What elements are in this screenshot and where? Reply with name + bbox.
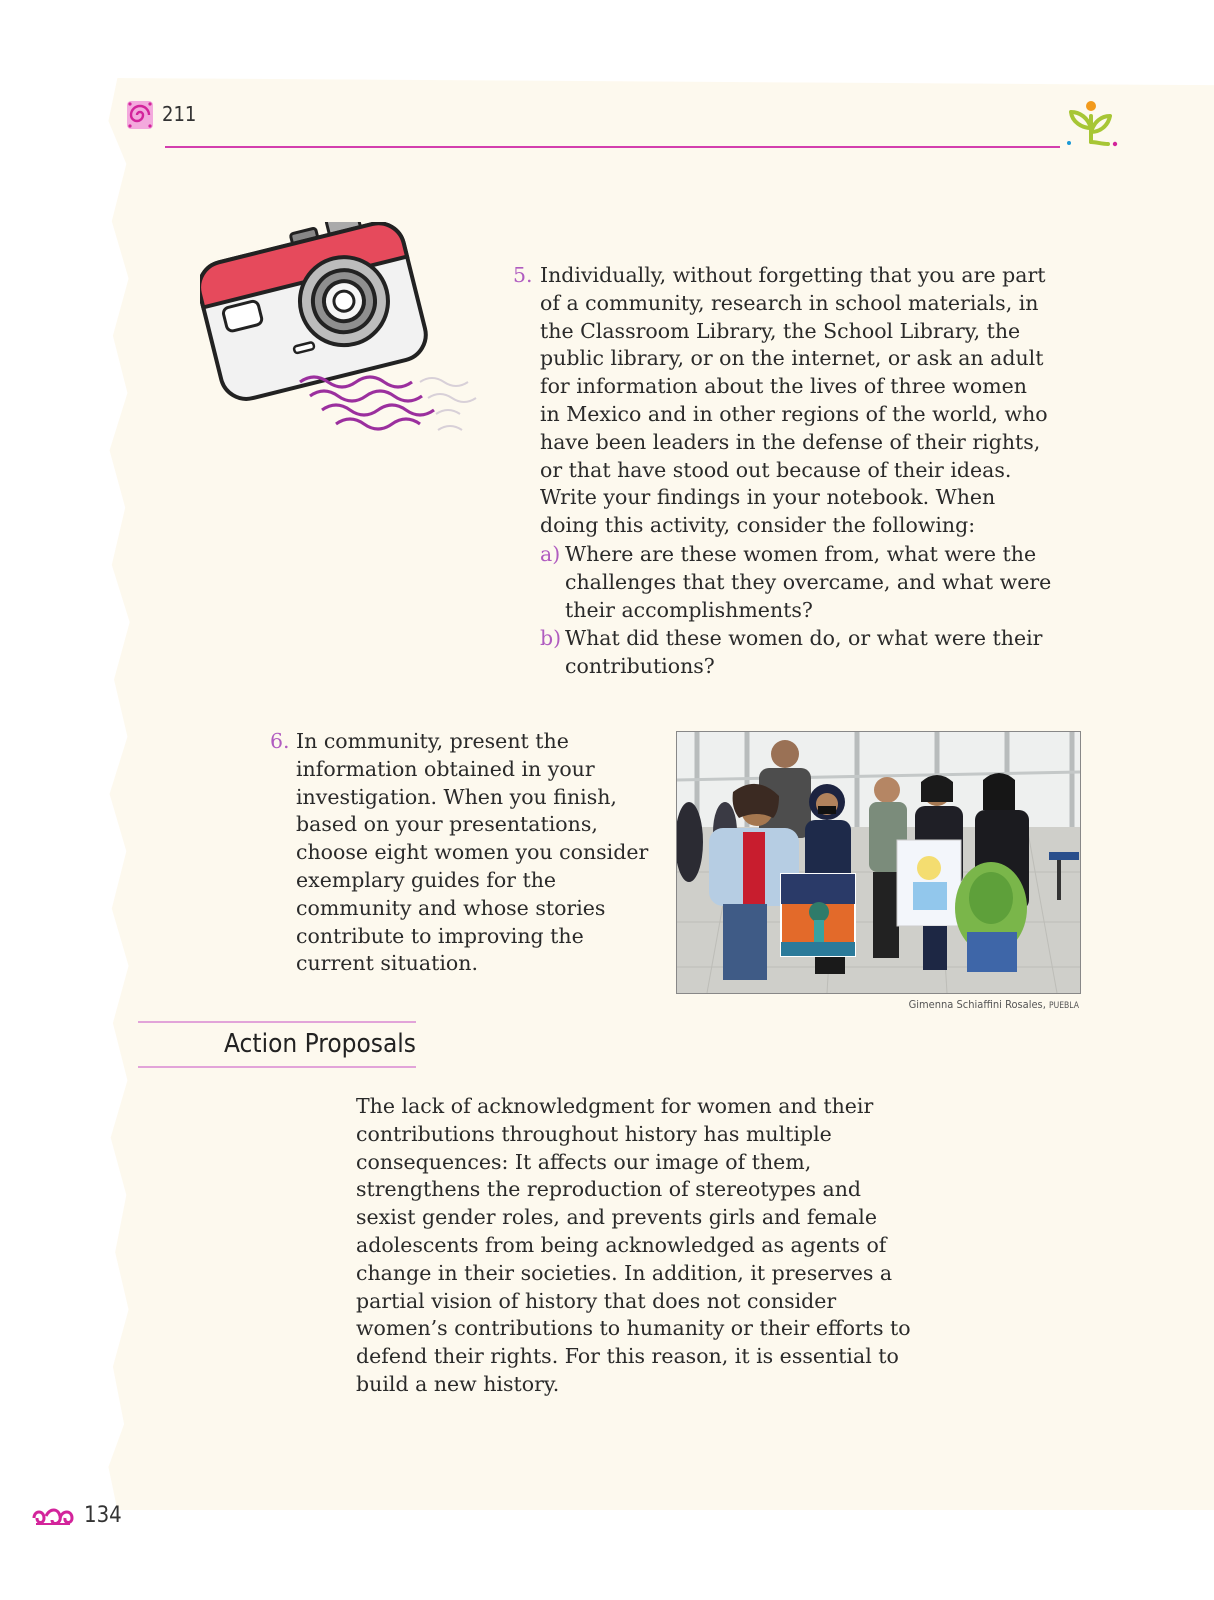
activity-5-item-a	[540, 541, 1053, 624]
section-heading: Action Proposals	[224, 1029, 416, 1059]
activity-5-item-b	[540, 625, 1053, 681]
activity-5-number: 5.	[513, 263, 533, 287]
activity-6-text: In community, present the information obtained in your investigation. When you finish, based on your presentations, choose eight women you consider exemplary guides for the community and whose stories contribute to improving the current situation.	[296, 729, 649, 976]
activity-6-number: 6.	[270, 729, 290, 753]
header-page-number: 211	[162, 102, 197, 126]
section-rule-bottom	[138, 1066, 416, 1068]
item-a-label: a)	[540, 541, 561, 566]
section-rule-top	[138, 1021, 416, 1023]
photo-credit-place: PUEBLA	[1049, 1001, 1079, 1011]
activity-5-text: Individually, without forgetting that you are part of a community, research in school materials, in the Classroom Library, the School Library, the public library, or on the internet, or ask an adult for information about the lives of three women in Mexico and in other regions of the world, who have been leaders in the defense of their rights, or that have stood out because of their ideas. Write your findings in your notebook. When doing this activity, consider the following:	[540, 263, 1048, 538]
item-a-text: Where are these women from, what were the challenges that they overcame, and what were their accomplishments?	[565, 541, 1052, 622]
section-body-text: The lack of acknowledgment for women and their contributions throughout history has multiple consequences: It affects our image of them, strengthens the reproduction of stereotypes and sexist gender roles, and prevents girls and female adolescents from being acknowledged as agents of change in their societies. In addition, it preserves a partial vision of history that does not consider women’s contributions to humanity or their efforts to defend their rights. For this reason, it is essential to build a new history.	[356, 1094, 911, 1396]
photo-credit-name: Gimenna Schiaffini Rosales,	[908, 998, 1046, 1011]
activity-5	[513, 262, 1053, 681]
spiral-ornament-icon	[126, 100, 154, 130]
activity-6	[270, 728, 660, 978]
footer-ornament-icon	[30, 1504, 76, 1530]
header-rule	[165, 146, 1060, 148]
footer-page-number: 134	[84, 1503, 122, 1528]
item-b-label: b)	[540, 626, 562, 651]
camera-illustration	[200, 222, 490, 444]
students-photo	[676, 731, 1081, 994]
photo-credit	[909, 998, 1079, 1011]
sprout-logo-icon	[1064, 98, 1120, 150]
item-b-text: What did these women do, or what were their contributions?	[565, 626, 1043, 679]
